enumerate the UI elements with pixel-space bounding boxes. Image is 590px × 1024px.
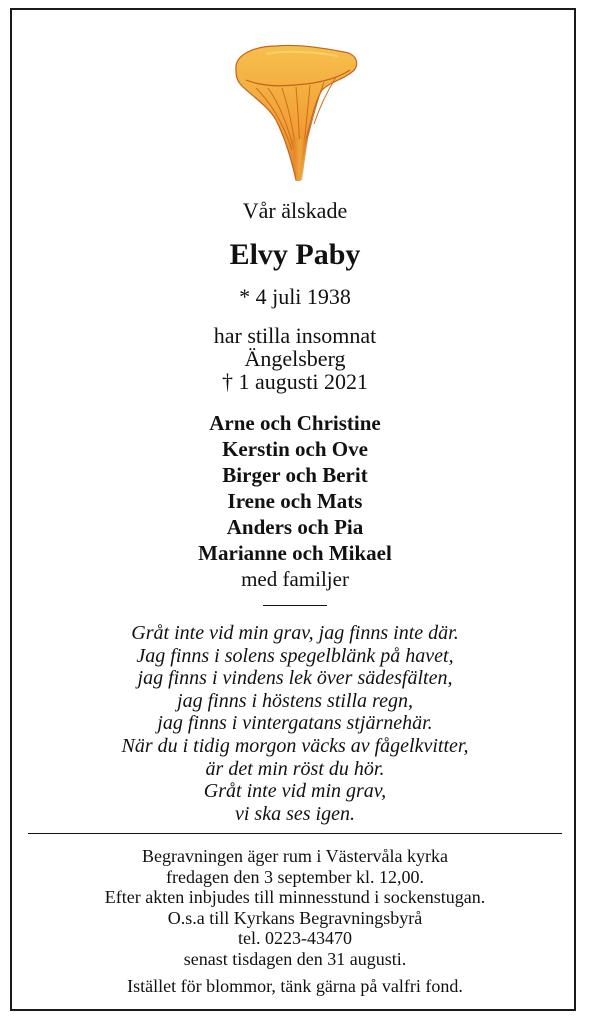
funeral-info <box>0 846 590 970</box>
poem-line: jag finns i vindens lek över sädesfälten, <box>137 667 453 690</box>
poem-line: är det min röst du hör. <box>205 757 385 780</box>
info-line: fredagen den 3 september kl. 12,00. <box>166 866 424 887</box>
poem-line: jag finns i vintergatans stjärnehär. <box>157 712 433 735</box>
poem <box>0 622 590 825</box>
birth-date: * 4 juli 1938 <box>239 284 351 309</box>
poem-line: Gråt inte vid min grav, <box>203 780 387 803</box>
info-line: Efter akten inbjudes till minnesstund i sockenstugan. <box>104 887 486 908</box>
chanterelle-mushroom-icon <box>226 40 362 184</box>
family-suffix: med familjer <box>241 567 349 591</box>
family-member: Arne och Christine <box>209 411 381 435</box>
flowers-note: Istället för blommor, tänk gärna på valfri fond. <box>127 976 463 996</box>
family-member: Kerstin och Ove <box>222 437 368 461</box>
poem-line: När du i tidig morgon väcks av fågelkvitter, <box>121 734 469 757</box>
passing-place: Ängelsberg <box>244 346 346 371</box>
family-member: Marianne och Mikael <box>198 541 392 565</box>
passing-block <box>0 324 590 393</box>
family-member: Anders och Pia <box>226 515 364 539</box>
section-divider <box>28 833 562 834</box>
family-member: Irene och Mats <box>227 489 363 513</box>
passing-text: har stilla insomnat <box>213 323 377 348</box>
poem-line: Jag finns i solens spegelblänk på havet, <box>136 644 454 667</box>
short-divider <box>263 605 327 606</box>
poem-line: vi ska ses igen. <box>235 802 355 825</box>
deceased-name: Elvy Paby <box>229 238 361 271</box>
poem-line: jag finns i höstens stilla regn, <box>177 689 413 712</box>
info-line: tel. 0223-43470 <box>238 928 352 949</box>
family-list <box>0 410 590 592</box>
intro-text: Vår älskade <box>242 198 348 223</box>
poem-line: Gråt inte vid min grav, jag finns inte där. <box>131 622 459 644</box>
family-member: Birger och Berit <box>222 463 368 487</box>
death-date: † 1 augusti 2021 <box>221 369 369 394</box>
info-line: Begravningen äger rum i Västervåla kyrka <box>141 846 449 866</box>
info-line: O.s.a till Kyrkans Begravningsbyrå <box>167 907 423 928</box>
info-line: senast tisdagen den 31 augusti. <box>183 948 407 969</box>
